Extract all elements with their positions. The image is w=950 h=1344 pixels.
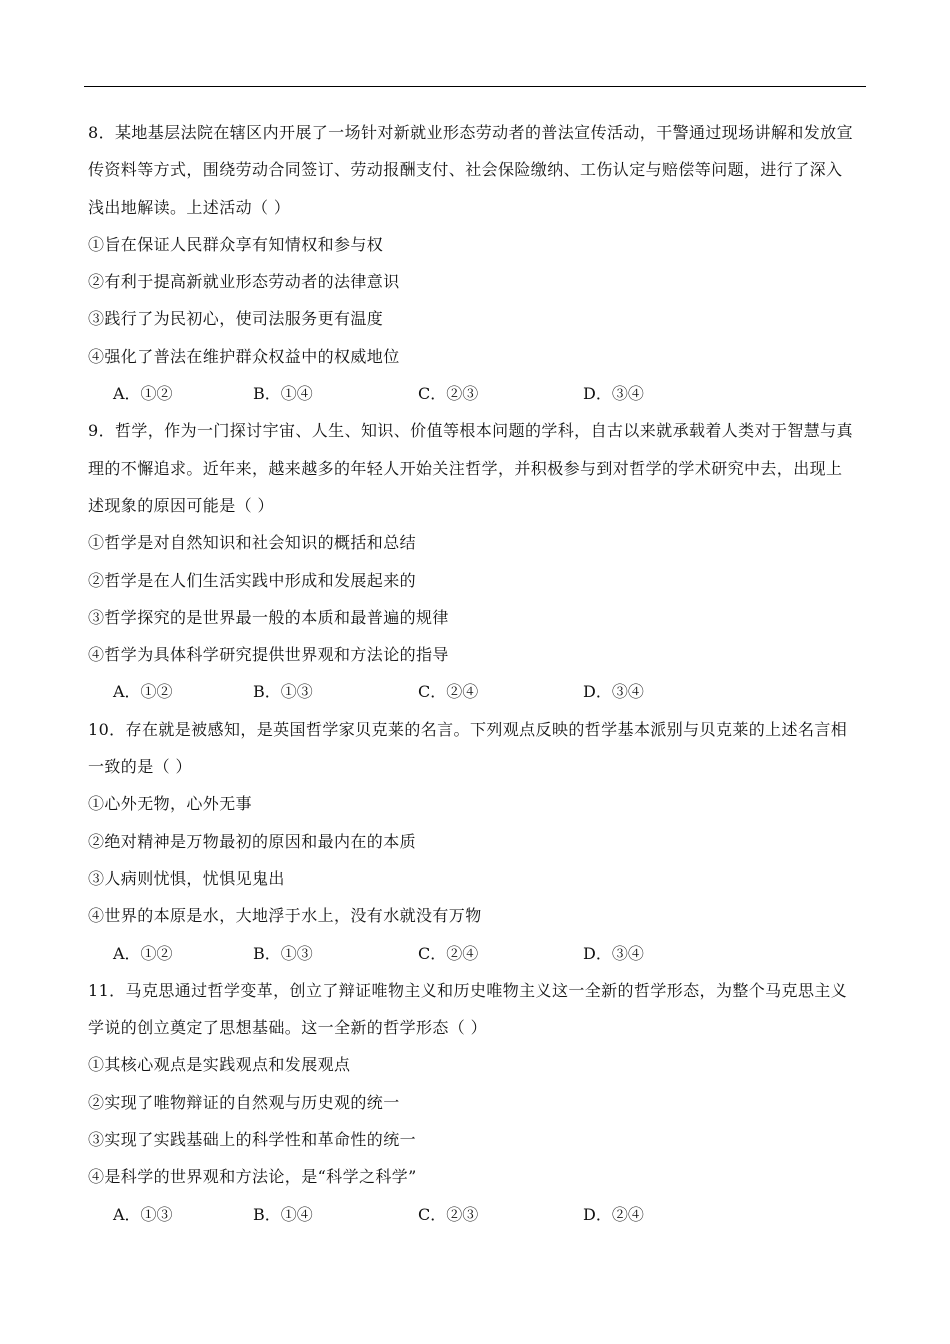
choice-a: A．①② [113, 943, 173, 963]
question-9 [88, 412, 864, 710]
question-stem-line: 10．存在就是被感知，是英国哲学家贝克莱的名言。下列观点反映的哲学基本派别与贝克莱的上述名言相 [88, 719, 848, 739]
question-stem-line: 学说的创立奠定了思想基础。这一全新的哲学形态（ ） [88, 1018, 488, 1038]
statement-option: ③实现了实践基础上的科学性和革命性的统一 [88, 1130, 417, 1150]
question-stem-line: 浅出地解读。上述活动（ ） [88, 197, 291, 217]
choice-c: C．②③ [418, 384, 479, 404]
exam-content [88, 114, 864, 1233]
statement-option: ②有利于提高新就业形态劳动者的法律意识 [88, 272, 400, 292]
choice-b: B．①④ [253, 1204, 313, 1224]
choice-b: B．①③ [253, 943, 313, 963]
statement-option: ④世界的本原是水，大地浮于水上，没有水就没有万物 [88, 906, 482, 926]
statement-option: ①哲学是对自然知识和社会知识的概括和总结 [88, 533, 417, 553]
choice-a: A．①② [113, 682, 173, 702]
choice-d: D．③④ [583, 384, 644, 404]
question-stem-line: 11．马克思通过哲学变革，创立了辩证唯物主义和历史唯物主义这一全新的哲学形态，为整个马克思主义 [88, 980, 848, 1000]
statement-option: ③践行了为民初心，使司法服务更有温度 [88, 309, 384, 329]
statement-option: ②哲学是在人们生活实践中形成和发展起来的 [88, 570, 417, 590]
statement-option: ④强化了普法在维护群众权益中的权威地位 [88, 346, 400, 366]
header-rule [84, 86, 866, 87]
choice-c: C．②④ [418, 682, 479, 702]
choice-d: D．③④ [583, 943, 644, 963]
statement-option: ②绝对精神是万物最初的原因和最内在的本质 [88, 831, 417, 851]
statement-option: ①其核心观点是实践观点和发展观点 [88, 1055, 351, 1075]
answer-choices [88, 673, 864, 710]
choice-c: C．②③ [418, 1204, 479, 1224]
statement-option: ④是科学的世界观和方法论，是“科学之科学” [88, 1167, 417, 1187]
choice-c: C．②④ [418, 943, 479, 963]
question-stem-line: 8．某地基层法院在辖区内开展了一场针对新就业形态劳动者的普法宣传活动，干警通过现场讲解和发放宣 [88, 123, 853, 142]
choice-b: B．①③ [253, 682, 313, 702]
statement-option: ①心外无物，心外无事 [88, 794, 253, 814]
choice-d: D．②④ [583, 1204, 644, 1224]
answer-choices [88, 935, 864, 972]
choice-a: A．①② [113, 384, 173, 404]
statement-option: ④哲学为具体科学研究提供世界观和方法论的指导 [88, 645, 449, 665]
question-stem-line: 理的不懈追求。近年来，越来越多的年轻人开始关注哲学，并积极参与到对哲学的学术研究中去，出现上 [88, 458, 843, 478]
question-stem-line: 9．哲学，作为一门探讨宇宙、人生、知识、价值等根本问题的学科，自古以来就承载着人类对于智慧与真 [88, 421, 853, 441]
question-stem-line: 述现象的原因可能是（ ） [88, 495, 274, 515]
answer-choices [88, 375, 864, 412]
choice-b: B．①④ [253, 384, 313, 404]
choice-a: A．①③ [113, 1204, 173, 1224]
statement-option: ③人病则忧惧，忧惧见鬼出 [88, 868, 285, 888]
question-stem-line: 传资料等方式，围绕劳动合同签订、劳动报酬支付、社会保险缴纳、工伤认定与赔偿等问题，进行了深入 [88, 160, 843, 180]
question-stem-line: 一致的是（ ） [88, 757, 192, 777]
statement-option: ②实现了唯物辩证的自然观与历史观的统一 [88, 1092, 400, 1112]
question-8 [88, 114, 864, 412]
question-11 [88, 972, 864, 1233]
answer-choices [88, 1196, 864, 1233]
question-10 [88, 711, 864, 972]
statement-option: ①旨在保证人民群众享有知情权和参与权 [88, 234, 384, 254]
statement-option: ③哲学探究的是世界最一般的本质和最普遍的规律 [88, 607, 449, 627]
choice-d: D．③④ [583, 682, 644, 702]
